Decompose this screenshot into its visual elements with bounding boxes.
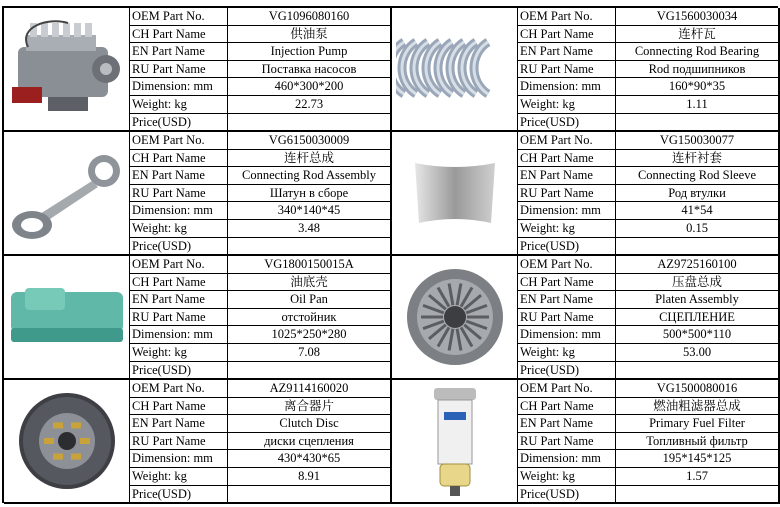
- spec-label: Weight: kg: [130, 220, 228, 237]
- spec-label: CH Part Name: [130, 150, 228, 167]
- spec-label: RU Part Name: [518, 433, 616, 450]
- spec-label: RU Part Name: [518, 185, 616, 202]
- spec-label: Price(USD): [518, 486, 616, 504]
- spec-value-dim: 500*500*110: [662, 327, 732, 342]
- spec-row-oem: [518, 380, 778, 398]
- spec-value-price: [616, 114, 778, 132]
- spec-label: Price(USD): [518, 238, 616, 256]
- part-spec-table: [130, 132, 390, 254]
- spec-value-oem: VG1500080016: [656, 381, 738, 395]
- spec-value-dim: 1025*250*280: [271, 327, 347, 342]
- spec-value-ru: СЦЕПЛЕНИЕ: [659, 309, 735, 324]
- spec-label: Dimension: mm: [518, 326, 616, 343]
- spec-row-price: [130, 486, 390, 504]
- spec-row-dim: [130, 450, 390, 468]
- spec-row-en: [518, 167, 778, 185]
- spec-row-dim: [518, 450, 778, 468]
- spec-value-en: Connecting Rod Sleeve: [637, 168, 757, 183]
- spec-value-weight: 1.57: [686, 469, 708, 483]
- spec-label: Weight: kg: [130, 468, 228, 485]
- spec-label: CH Part Name: [130, 398, 228, 415]
- spec-label: Price(USD): [130, 238, 228, 256]
- spec-row-price: [130, 238, 390, 256]
- spec-row-en: [518, 291, 778, 309]
- spec-label: CH Part Name: [518, 150, 616, 167]
- spec-row-oem: [518, 132, 778, 150]
- spec-row-price: [518, 114, 778, 132]
- spec-label: CH Part Name: [130, 26, 228, 43]
- spec-row-oem: [130, 132, 390, 150]
- spec-value-price: [228, 486, 390, 504]
- spec-value-ru: отстойник: [281, 309, 337, 324]
- spec-row-oem: [130, 8, 390, 26]
- spec-row-ru: [518, 61, 778, 79]
- fuel-filter-icon: [392, 380, 518, 502]
- spec-value-weight: 3.48: [298, 221, 320, 235]
- spec-value-ch: 供油泵: [290, 26, 328, 41]
- spec-value-en: Connecting Rod Bearing: [634, 44, 760, 59]
- spec-row-ch: [130, 150, 390, 168]
- spec-value-oem: VG6150030009: [268, 133, 350, 147]
- part-spec-table: [130, 256, 390, 378]
- spec-row-ch: [518, 26, 778, 44]
- spec-label: OEM Part No.: [518, 8, 616, 25]
- connecting-rod-icon: [4, 132, 130, 254]
- clutch-disc-icon: [4, 380, 130, 502]
- spec-value-dim: 41*54: [681, 203, 713, 218]
- spec-label: Dimension: mm: [130, 78, 228, 95]
- spec-value-price: [616, 362, 778, 380]
- spec-row-ru: [518, 185, 778, 203]
- spec-value-oem: VG1096080160: [268, 9, 350, 23]
- spec-value-ch: 连杆总成: [283, 150, 334, 165]
- spec-row-ru: [130, 433, 390, 451]
- spec-value-en: Platen Assembly: [655, 292, 739, 307]
- spec-row-en: [130, 291, 390, 309]
- spec-value-ch: 连杆衬套: [671, 150, 722, 165]
- spec-label: Weight: kg: [518, 220, 616, 237]
- part-card: [4, 380, 392, 504]
- spec-value-weight: 7.08: [298, 345, 320, 359]
- spec-label: CH Part Name: [130, 274, 228, 291]
- spec-label: RU Part Name: [130, 309, 228, 326]
- spec-value-weight: 1.11: [686, 97, 708, 111]
- spec-row-weight: [130, 220, 390, 238]
- spec-value-en: Connecting Rod Assembly: [241, 168, 377, 183]
- rod-bearing-icon: [392, 8, 518, 130]
- spec-label: Price(USD): [518, 114, 616, 132]
- spec-row-price: [518, 486, 778, 504]
- part-card: [392, 8, 780, 132]
- spec-row-price: [130, 114, 390, 132]
- spec-label: Dimension: mm: [130, 450, 228, 467]
- spec-value-weight: 8.91: [298, 469, 320, 483]
- spec-row-en: [130, 43, 390, 61]
- spec-row-ch: [518, 398, 778, 416]
- spec-row-price: [130, 362, 390, 380]
- spec-label: EN Part Name: [518, 43, 616, 60]
- spec-label: Price(USD): [130, 362, 228, 380]
- spec-value-oem: AZ9114160020: [269, 381, 349, 395]
- spec-value-ch: 油底壳: [290, 274, 328, 289]
- spec-row-weight: [130, 344, 390, 362]
- spec-label: Weight: kg: [130, 96, 228, 113]
- spec-value-ch: 燃油粗滤器总成: [653, 398, 741, 413]
- spec-label: CH Part Name: [518, 26, 616, 43]
- spec-row-weight: [518, 220, 778, 238]
- spec-value-en: Primary Fuel Filter: [649, 416, 745, 431]
- part-spec-table: [518, 8, 778, 130]
- spec-value-ru: Поставка насосов: [261, 61, 357, 76]
- spec-value-ch: 离合器片: [283, 398, 334, 413]
- spec-value-price: [616, 486, 778, 504]
- spec-row-weight: [518, 344, 778, 362]
- spec-row-oem: [130, 380, 390, 398]
- spec-label: OEM Part No.: [518, 380, 616, 397]
- spec-value-ru: Rod подшипников: [648, 61, 746, 76]
- part-card: [4, 8, 392, 132]
- part-spec-table: [130, 380, 390, 502]
- spec-row-en: [130, 167, 390, 185]
- spec-value-en: Oil Pan: [290, 292, 328, 307]
- spec-label: Price(USD): [130, 486, 228, 504]
- spec-row-price: [518, 362, 778, 380]
- spec-label: EN Part Name: [518, 415, 616, 432]
- spec-row-weight: [130, 96, 390, 114]
- spec-row-ru: [518, 309, 778, 327]
- oil-pan-icon: [4, 256, 130, 378]
- spec-label: OEM Part No.: [130, 8, 228, 25]
- spec-value-ru: Топливный фильтр: [646, 433, 748, 448]
- spec-row-ch: [130, 398, 390, 416]
- spec-label: OEM Part No.: [130, 132, 228, 149]
- spec-value-price: [228, 238, 390, 256]
- spec-label: Price(USD): [130, 114, 228, 132]
- spec-row-price: [518, 238, 778, 256]
- spec-value-oem: AZ9725160100: [657, 257, 737, 271]
- spec-value-oem: VG1560030034: [656, 9, 738, 23]
- spec-row-ru: [518, 433, 778, 451]
- spec-label: Weight: kg: [130, 344, 228, 361]
- spec-row-weight: [518, 96, 778, 114]
- spec-label: CH Part Name: [518, 398, 616, 415]
- spec-value-weight: 0.15: [686, 221, 708, 235]
- spec-label: CH Part Name: [518, 274, 616, 291]
- spec-row-en: [518, 415, 778, 433]
- spec-label: EN Part Name: [130, 167, 228, 184]
- part-card: [4, 132, 392, 256]
- spec-row-en: [518, 43, 778, 61]
- spec-value-weight: 22.73: [294, 97, 324, 111]
- part-card: [4, 256, 392, 380]
- spec-row-dim: [518, 326, 778, 344]
- spec-label: RU Part Name: [518, 61, 616, 78]
- spec-value-dim: 430*430*65: [277, 451, 341, 466]
- spec-label: EN Part Name: [518, 167, 616, 184]
- spec-label: OEM Part No.: [518, 132, 616, 149]
- spec-row-weight: [130, 468, 390, 486]
- spec-value-ch: 连杆瓦: [678, 26, 716, 41]
- spec-label: Dimension: mm: [130, 202, 228, 219]
- spec-row-ch: [130, 274, 390, 292]
- spec-label: Dimension: mm: [518, 78, 616, 95]
- spec-value-oem: VG150030077: [659, 133, 735, 147]
- part-spec-table: [130, 8, 390, 130]
- spec-label: OEM Part No.: [130, 256, 228, 273]
- pressure-plate-icon: [392, 256, 518, 378]
- spec-label: RU Part Name: [130, 433, 228, 450]
- spec-label: RU Part Name: [130, 61, 228, 78]
- spec-row-oem: [518, 8, 778, 26]
- spec-label: EN Part Name: [130, 291, 228, 308]
- spec-row-en: [130, 415, 390, 433]
- part-card: [392, 132, 780, 256]
- spec-row-dim: [518, 78, 778, 96]
- spec-label: Dimension: mm: [518, 450, 616, 467]
- spec-row-weight: [518, 468, 778, 486]
- spec-value-price: [228, 114, 390, 132]
- spec-row-dim: [130, 78, 390, 96]
- part-card: [392, 256, 780, 380]
- spec-row-dim: [130, 202, 390, 220]
- part-spec-table: [518, 380, 778, 502]
- spec-value-dim: 160*90*35: [668, 79, 726, 94]
- spec-row-ch: [130, 26, 390, 44]
- spec-value-ch: 压盘总成: [671, 274, 722, 289]
- spec-label: Weight: kg: [518, 468, 616, 485]
- spec-label: RU Part Name: [518, 309, 616, 326]
- spec-row-ru: [130, 185, 390, 203]
- injection-pump-icon: [4, 8, 130, 130]
- spec-value-dim: 195*145*125: [662, 451, 732, 466]
- spec-row-ru: [130, 61, 390, 79]
- spec-value-ru: Род втулки: [668, 185, 726, 200]
- spec-label: Weight: kg: [518, 344, 616, 361]
- spec-value-price: [228, 362, 390, 380]
- spec-value-price: [616, 238, 778, 256]
- spec-value-dim: 460*300*200: [274, 79, 344, 94]
- spec-value-oem: VG1800150015A: [264, 257, 354, 271]
- spec-value-en: Injection Pump: [270, 44, 348, 59]
- spec-label: Dimension: mm: [518, 202, 616, 219]
- spec-value-ru: диски сцепления: [264, 433, 354, 448]
- spec-row-ch: [518, 150, 778, 168]
- spec-value-ru: Шатун в сборе: [269, 185, 349, 200]
- spec-label: EN Part Name: [130, 43, 228, 60]
- spec-row-dim: [130, 326, 390, 344]
- spec-row-oem: [518, 256, 778, 274]
- spec-value-en: Clutch Disc: [279, 416, 339, 431]
- spec-label: OEM Part No.: [518, 256, 616, 273]
- spec-row-dim: [518, 202, 778, 220]
- spec-row-ch: [518, 274, 778, 292]
- spec-value-weight: 53.00: [682, 345, 712, 359]
- spec-label: Weight: kg: [518, 96, 616, 113]
- rod-sleeve-icon: [392, 132, 518, 254]
- part-card: [392, 380, 780, 504]
- spec-label: EN Part Name: [518, 291, 616, 308]
- spec-label: EN Part Name: [130, 415, 228, 432]
- part-spec-table: [518, 256, 778, 378]
- spec-label: RU Part Name: [130, 185, 228, 202]
- spec-label: Dimension: mm: [130, 326, 228, 343]
- spec-row-oem: [130, 256, 390, 274]
- parts-catalog: [2, 6, 778, 503]
- spec-label: OEM Part No.: [130, 380, 228, 397]
- spec-label: Price(USD): [518, 362, 616, 380]
- spec-value-dim: 340*140*45: [277, 203, 341, 218]
- part-spec-table: [518, 132, 778, 254]
- spec-row-ru: [130, 309, 390, 327]
